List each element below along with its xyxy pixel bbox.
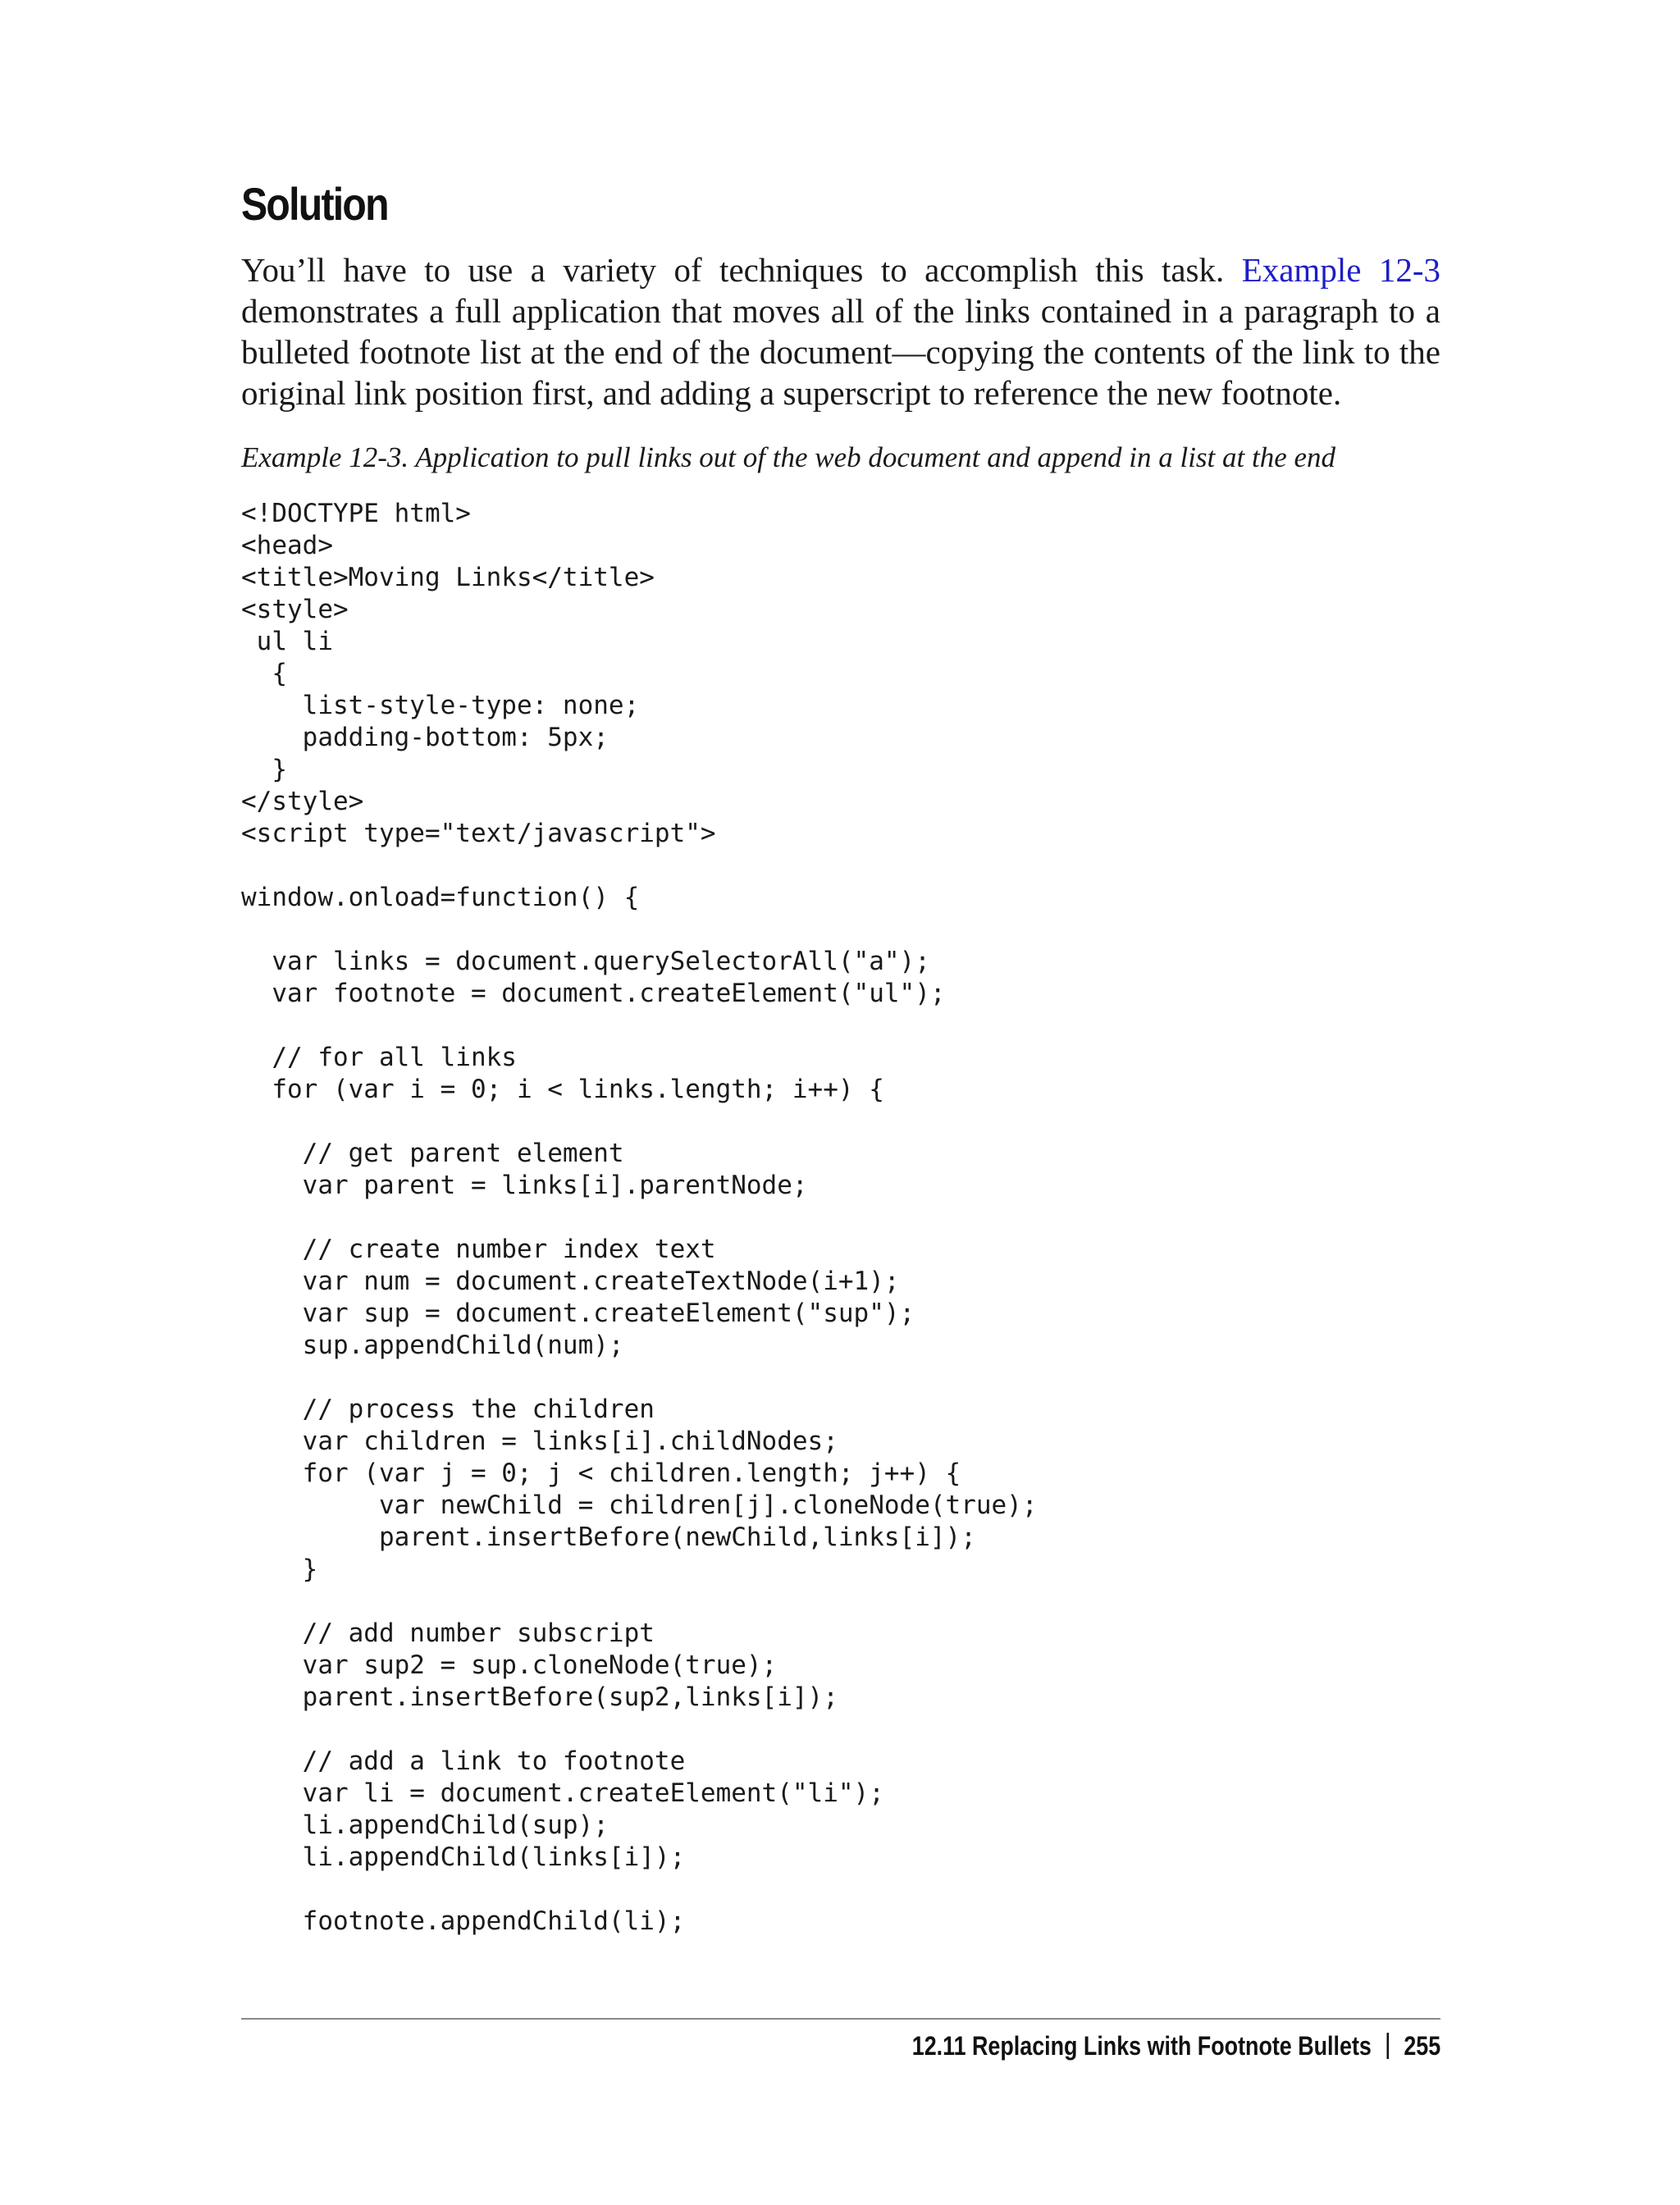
book-page (241, 0, 1440, 2205)
section-heading: Solution (241, 178, 388, 230)
intro-paragraph (241, 249, 1440, 413)
footer-divider (241, 2018, 1440, 2020)
code-listing: <!DOCTYPE html> <head> <title>Moving Links</title> <style> ul li { list-style-type: none; padding-bottom: 5px; } </style> <script type="text/javascript"> window.onload=function() { var links = document.querySelectorAll("a"); var footnote = document.createElement("ul"); // for all links for (var i = 0; i < links.length; i++) { // get parent element var parent = links[i].parentNode; // create number index text var num = document.createTextNode(i+1); var sup = document.createElement("sup"); sup.appendChild(num); // process the children var children = links[i].childNodes; for (var j = 0; j < children.length; j++) { var newChild = children[j].cloneNode(true); parent.insertBefore(newChild,links[i]); } // add number subscript var sup2 = sup.cloneNode(true); parent.insertBefore(sup2,links[i]); // add a link to footnote var li = document.createElement("li"); li.appendChild(sup); li.appendChild(links[i]); footnote.appendChild(li); (241, 499, 1038, 1936)
footer-separator (1386, 2033, 1389, 2059)
page-footer (912, 2029, 1440, 2062)
page-number: 255 (1404, 2031, 1440, 2061)
footer-section-title: 12.11 Replacing Links with Footnote Bullets (911, 2031, 1372, 2061)
example-link[interactable]: Example 12-3 (1241, 251, 1440, 289)
example-caption: Example 12-3. Application to pull links out of the web document and append in a list at the end (241, 441, 1336, 473)
intro-text-after-link: demonstrates a full application that moves all of the links contained in a paragraph to a bulleted footnote list at the end of the document—copying the contents of the link to the original link position first, and adding a superscript to reference the new footnote. (241, 292, 1440, 412)
intro-text-before-link: You’ll have to use a variety of techniques to accomplish this task. (241, 251, 1242, 289)
